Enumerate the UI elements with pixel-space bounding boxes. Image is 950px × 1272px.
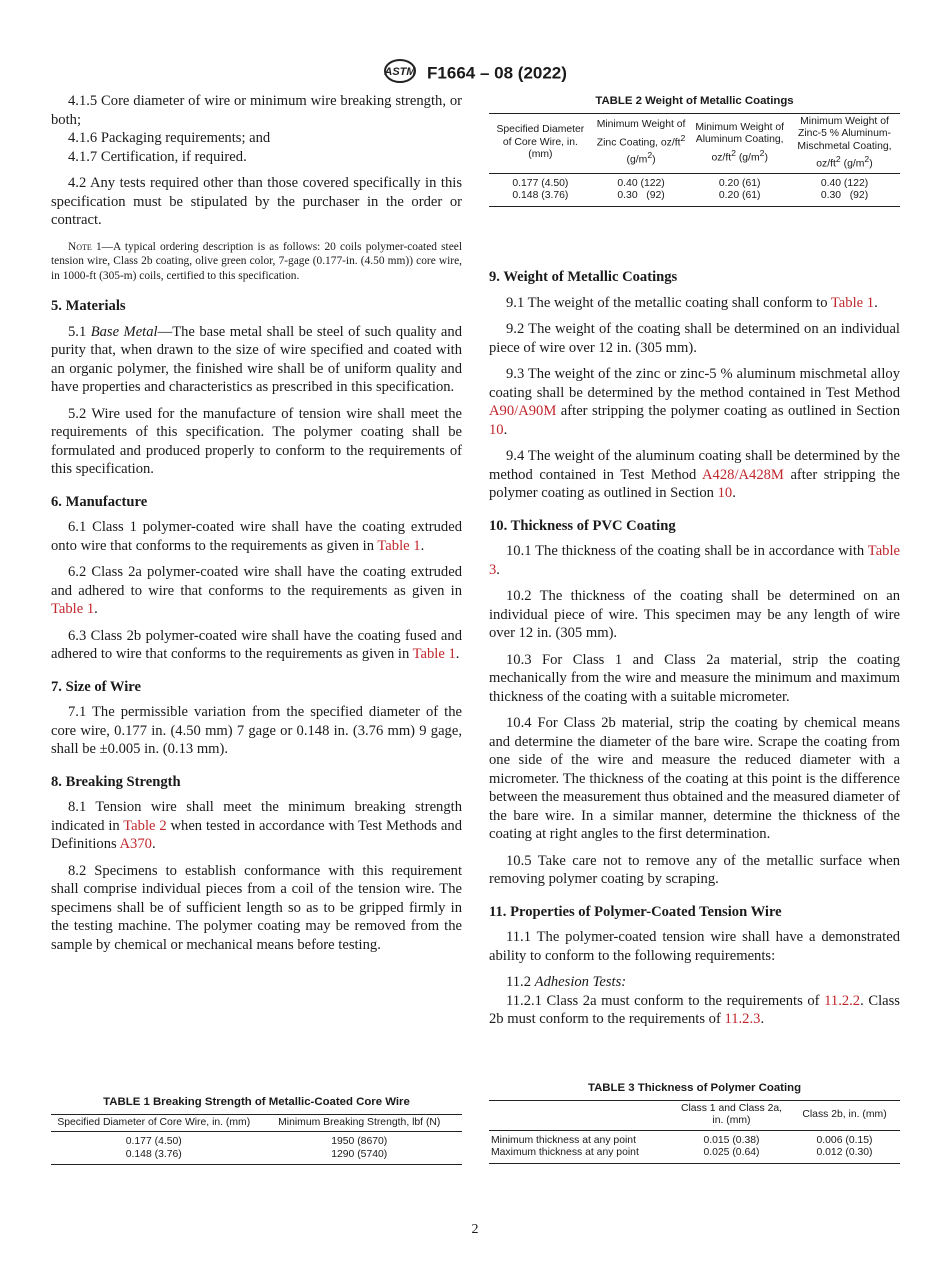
table-3 (489, 1082, 900, 1164)
astm-logo (383, 58, 417, 89)
para-text: 8.1 Tension wire shall meet the minimum breaking strength indicated in (51, 799, 462, 834)
table-cell: 0.40 (122) (820, 177, 869, 189)
table-3-header-class2b: Class 2b, in. (mm) (802, 1108, 887, 1120)
a370-link[interactable]: A370 (119, 836, 152, 852)
para-5-1 (51, 323, 462, 397)
para-italic: Base Metal (90, 323, 158, 340)
para-8-1: 8.1 Tension wire shall meet the minimum breaking strength indicated in Table 2 when tested in accordance with Test Methods and Definitions A370. (51, 799, 462, 852)
note-text: —A typical ordering description is as follows: 20 coils polymer-coated steel tension wire, Class 2b coating, olive green color, 7-gage (0.177-in. (4.50 mm)) core wire, in 1000-ft (305-m) coils, certified to this specification. (51, 240, 463, 282)
heading-breaking-strength: 8. Breaking Strength (51, 773, 181, 790)
para-text: 10.1 The thickness of the coating shall be in accordance with (506, 543, 868, 559)
table-2 (489, 95, 900, 207)
para-10-2: 10.2 The thickness of the coating shall be determined on an individual piece of wire. This specimen may be any length of wire over 12 in. (305 mm). (489, 588, 900, 641)
table-cell: 0.30 (92) (820, 190, 869, 202)
table-1-link[interactable]: Table 1 (412, 646, 456, 662)
para-9-3: 9.3 The weight of the zinc or zinc-5 % aluminum mischmetal alloy coating shall be determined by the method contained in Test Method A90/A90M after stripping the polymer coating as outlined in Section 10. (489, 366, 900, 438)
para-10-5: 10.5 Take care not to remove any of the metallic surface when removing polymer coating by scraping. (489, 852, 900, 887)
section-10-link[interactable]: 10 (717, 485, 733, 501)
section-11-2-3-link[interactable]: 11.2.3 (724, 1011, 761, 1027)
table-1-link[interactable]: Table 1 (830, 294, 875, 311)
para-text: 9.4 The weight of the aluminum coating shall be determined by the method contained in Test Method (489, 448, 900, 483)
heading-manufacture: 6. Manufacture (51, 493, 148, 510)
para-6-2: 6.2 Class 2a polymer-coated wire shall have the coating extruded and adhered to wire that conforms to the requirements as given in Table 1. (51, 564, 462, 617)
right-column (489, 254, 900, 1037)
table-2-header-mischmetal: Minimum Weight of Zinc-5 % Aluminum-Mischmetal Coating, $oz/ft^2$ $(g/m^2)$ (797, 115, 892, 170)
heading-size-of-wire: 7. Size of Wire (51, 678, 141, 695)
table-cell: 0.177 (4.50) (125, 1136, 182, 1147)
header-unit: (g/m (738, 152, 760, 164)
table-cell: 0.148 (3.76) (125, 1148, 182, 1160)
heading-thickness-pvc: 10. Thickness of PVC Coating (489, 517, 676, 534)
para-4-1-6: 4.1.6 Packaging requirements; and (68, 130, 271, 146)
para-text: 9.1 The weight of the metallic coating shall conform to (506, 294, 831, 311)
para-text: —The base metal shall be steel of such quality and purity that, when drawn to the size of wire specified and coated with an organic polymer, the finished wire shall be of uniform quality and have properties and characteristics as prescribed in this specification. (51, 323, 462, 395)
table-2-header-diameter: Specified Diameter of Core Wire, in. (mm) (496, 124, 585, 161)
table-1-caption: TABLE 1 Breaking Strength of Metallic-Coated Core Wire (103, 1096, 410, 1108)
table-3-caption: TABLE 3 Thickness of Polymer Coating (587, 1082, 802, 1094)
section-11-2-2-link[interactable]: 11.2.2 (824, 992, 861, 1009)
table-cell: 1950 (8670) (331, 1136, 388, 1147)
table-3-link[interactable]: Table 3 (489, 543, 900, 578)
page-header (0, 58, 950, 89)
table-2-header-zinc: Minimum Weight of Zinc Coating, $oz/ft^2$ $(g/m^2)$ (596, 119, 686, 166)
svg-text:ASTM: ASTM (384, 66, 416, 78)
heading-materials: 5. Materials (51, 298, 126, 314)
page-number: 2 (471, 1222, 479, 1237)
table-cell: 0.20 (61) (718, 177, 761, 189)
para-11-2 (489, 973, 900, 992)
designation: F1664 – 08 (2022) (427, 63, 567, 83)
para-text: 6.2 Class 2a polymer-coated wire shall have the coating extruded and adhered to wire that conforms to the requirements as given in (51, 564, 462, 599)
para-num: 11.2 (506, 974, 531, 990)
para-11-2-1: 11.2.1 Class 2a must conform to the requirements of 11.2.2. Class 2b must conform to the requirements of 11.2.3. (489, 992, 900, 1027)
para-text: 6.1 Class 1 polymer-coated wire shall have the coating extruded onto wire that conforms to the requirements as given in (51, 519, 462, 554)
table-cell: 0.40 (122) (617, 177, 665, 189)
table-2-header-aluminum: Minimum Weight of Aluminum Coating, $oz/ft^2$ $(g/m^2)$ (695, 121, 785, 164)
table-1-header-strength: Minimum Breaking Strength, lbf (N) (278, 1116, 441, 1128)
para-11-1: 11.1 The polymer-coated tension wire shall have a demonstrated ability to conform to the following requirements: (489, 929, 900, 964)
table-cell: Maximum thickness at any point (491, 1147, 639, 1158)
note-label: Note 1 (68, 240, 102, 253)
table-cell: 0.148 (3.76) (512, 190, 569, 202)
para-10-1: 10.1 The thickness of the coating shall be in accordance with Table 3. (489, 543, 900, 578)
table-2-link[interactable]: Table 2 (123, 817, 167, 834)
table-1-link[interactable]: Table 1 (51, 601, 95, 617)
table-cell: 0.025 (0.64) (703, 1147, 760, 1158)
table-cell: 0.177 (4.50) (512, 177, 569, 189)
para-6-1: 6.1 Class 1 polymer-coated wire shall have the coating extruded onto wire that conforms to the requirements as given in Table 1. (51, 519, 462, 554)
table-cell: 0.20 (61) (718, 190, 761, 202)
para-9-4: 9.4 The weight of the aluminum coating shall be determined by the method contained in Test Method A428/A428M after stripping the polymer coating as outlined in Section 10. (489, 448, 900, 501)
para-7-1: 7.1 The permissible variation from the specified diameter of the core wire, 0.177 in. (4.50 mm) 7 gage or 0.148 in. (3.76 mm) 9 gage, shall be ±0.005 in. (0.13 mm). (51, 704, 462, 757)
left-column (51, 92, 462, 962)
para-text: after stripping the polymer coating as outlined in Section (489, 466, 900, 501)
para-text: . Class 2b must conform to the requirements of (489, 992, 900, 1027)
table-cell: 1290 (5740) (331, 1148, 388, 1160)
para-4-2: 4.2 Any tests required other than those covered specifically in this specification must be stipulated by the purchaser in the order or contract. (51, 175, 462, 228)
para-italic: Adhesion Tests: (534, 974, 627, 990)
table-3-header-blank (489, 1100, 674, 1130)
para-text: 9.3 The weight of the zinc or zinc-5 % aluminum mischmetal alloy coating shall be determined by the method contained in Test Method (489, 366, 900, 401)
para-9-2: 9.2 The weight of the coating shall be determined on an individual piece of wire over 12 in. (305 mm). (489, 321, 900, 356)
section-10-link[interactable]: 10 (489, 421, 504, 438)
para-10-3: 10.3 For Class 1 and Class 2a material, strip the coating mechanically from the wire and measure the minimum and maximum thickness of the coating with a suitable micrometer. (489, 651, 900, 705)
table-cell: 0.30 (92) (617, 190, 665, 202)
heading-weight-of-coatings: 9. Weight of Metallic Coatings (489, 269, 678, 285)
para-9-1: 9.1 The weight of the metallic coating shall conform to Table 1. (506, 294, 878, 311)
header-unit: (g/m (843, 158, 865, 170)
a90-link[interactable]: A90/A90M (489, 403, 557, 419)
para-num: 5.1 (68, 323, 87, 340)
para-10-4: 10.4 For Class 2b material, strip the coating by chemical means and determine the diameter of the bare wire. Scrape the coating from one side of the wire and measure the reduced diameter with a micrometer. The thickness of the coating at this point is the difference between the measurement thus obtained and the measured diameter of the bare wire. In a similar manner, determine the thickness of the coating at right angles to the first determination. (489, 715, 900, 842)
table-1-link[interactable]: Table 1 (377, 537, 421, 554)
note-1 (51, 240, 462, 284)
header-text: Minimum Weight of Aluminum Coating, oz/ft (695, 121, 785, 164)
para-text: after stripping the polymer coating as outlined in Section (556, 403, 900, 419)
header-text: Minimum Weight of Zinc-5 % Aluminum-Mischmetal Coating, oz/ft (797, 115, 892, 170)
table-2-caption: TABLE 2 Weight of Metallic Coatings (595, 95, 794, 107)
heading-properties: 11. Properties of Polymer-Coated Tension Wire (489, 903, 782, 920)
para-text: when tested in accordance with Test Methods and Definitions (51, 817, 462, 852)
para-5-2: 5.2 Wire used for the manufacture of tension wire shall meet the requirements of this specification. The polymer coating shall be formulated and produced properly to conform to the requirements of this specification. (51, 405, 462, 477)
para-4-1-5: 4.1.5 Core diameter of wire or minimum wire breaking strength, or both; (51, 93, 462, 128)
para-6-3: 6.3 Class 2b polymer-coated wire shall have the coating fused and adhered to wire that conforms to the requirements as given in Table 1. (51, 627, 462, 662)
table-cell: 0.015 (0.38) (703, 1134, 760, 1146)
header-unit: (g/m (626, 154, 648, 166)
table-cell: 0.006 (0.15) (816, 1134, 873, 1146)
table-cell: 0.012 (0.30) (816, 1147, 873, 1158)
para-4-1-7: 4.1.7 Certification, if required. (68, 148, 247, 165)
table-1-header-diameter: Specified Diameter of Core Wire, in. (mm) (57, 1116, 251, 1128)
para-text: 11.2.1 Class 2a must conform to the requirements of (506, 992, 825, 1009)
a428-link[interactable]: A428/A428M (702, 466, 784, 483)
para-text: 6.3 Class 2b polymer-coated wire shall have the coating fused and adhered to wire that conforms to the requirements as given in (51, 627, 462, 662)
para-8-2: 8.2 Specimens to establish conformance with this requirement shall comprise individual pieces from a coil of the tension wire. The specimens shall be of sufficient length so as to be gripped firmly in the testing machine. The polymer coating may be removed from the sample by chemical or mechanical means before testing. (51, 862, 462, 953)
header-text: Minimum Weight of Zinc Coating, oz/ft (596, 119, 686, 148)
table-1 (51, 1096, 462, 1165)
table-cell: Minimum thickness at any point (491, 1134, 636, 1146)
table-3-header-class1: Class 1 and Class 2a, in. (mm) (680, 1102, 783, 1126)
